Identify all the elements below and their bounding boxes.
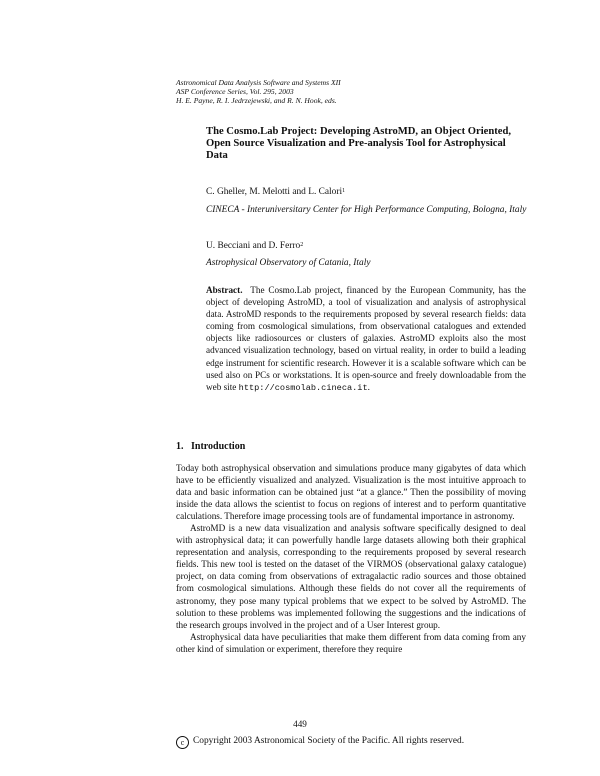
conference-info (176, 78, 506, 105)
website-link[interactable]: http://cosmolab.cineca.it (238, 382, 368, 393)
copyright-notice (176, 736, 464, 749)
copyright-icon: c (176, 736, 189, 749)
author-list-2 (206, 241, 303, 252)
body-text (176, 462, 526, 655)
paper-title: The Cosmo.Lab Project: Developing AstroMD, an Object Oriented, Open Source Visualization and Pre-analysis Tool for Astrophysical Data (206, 126, 512, 161)
section-heading (176, 441, 245, 452)
page-number: 449 (293, 719, 307, 729)
author-names-2: U. Becciani and D. Ferro (206, 241, 301, 251)
conference-volume: ASP Conference Series, Vol. 295, 2003 (176, 87, 294, 96)
conference-editors: H. E. Payne, R. I. Jedrzejewski, and R. N. Hook, eds. (176, 96, 337, 105)
paragraph-2: AstroMD is a new data visualization and analysis software specifically designed to deal with astrophysical data; it can powerfully handle large datasets allowing both their graphical representation and analysis, corresponding to the requirements proposed by several research fields. This new tool is tested on the dataset of the VIRMOS (observational galaxy catalogue) project, on data coming from observations of extragalactic radio sources and those obtained from cosmological simulations. Although these fields do not cover all the requirements of astronomy, they pose many typical problems that we expect to be solved by AstroMD. The solution to these problems was implemented following the suggestions and the indications of the research groups involved in the project and of a User Interest group. (176, 523, 526, 630)
abstract (206, 284, 526, 394)
abstract-text: The Cosmo.Lab project, financed by the European Community, has the object of developing AstroMD, a tool of visualization and analysis of astrophysical data. AstroMD responds to the requirements proposed by several research fields: data coming from cosmological simulations, from observational catalogues and extended objects like radiosources or clusters of galaxies. AstroMD exploits also the most advanced visualization technology, based on virtual reality, in order to build a leading edge instrument for scientific research. However it is a scalable software which can be used also on PCs or workstations. It is open-source and freely downloadable from the web site (206, 285, 527, 392)
affiliation-1: CINECA - Interuniversitary Center for High Performance Computing, Bologna, Italy (206, 205, 527, 215)
author-names-1: C. Gheller, M. Melotti and L. Calori (206, 187, 343, 197)
section-title: Introduction (191, 441, 246, 452)
conference-series-name: Astronomical Data Analysis Software and Systems XII (176, 78, 341, 87)
paragraph-3: Astrophysical data have peculiarities that make them different from data coming from any other kind of simulation or experiment, therefore they require (176, 631, 526, 654)
abstract-label: Abstract. (206, 285, 243, 295)
copyright-text: Copyright 2003 Astronomical Society of the Pacific. All rights reserved. (193, 736, 465, 746)
author-list-1 (206, 187, 345, 198)
affiliation-2: Astrophysical Observatory of Catania, Italy (206, 258, 371, 268)
affiliation-mark-1: 1 (342, 188, 346, 194)
abstract-end: . (367, 381, 370, 392)
section-number: 1. (176, 441, 184, 452)
paragraph-1: Today both astrophysical observation and simulations produce many gigabytes of data which have to be efficiently visualized and analyzed. Visualization is the most intuitive approach to data and basic information can be obtained just “at a glance.” Then the possibility of moving inside the data allows the scientist to focus on regions of interest and to perform quantitative calculations. Therefore image processing tools are of fundamental importance in astronomy. (176, 463, 526, 522)
affiliation-mark-2: 2 (300, 242, 304, 248)
